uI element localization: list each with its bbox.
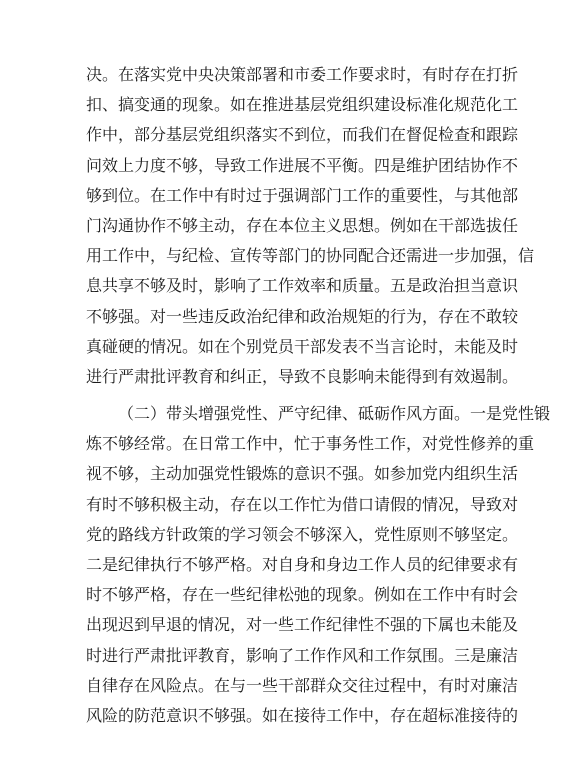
text-line: 问效上力度不够，导致工作进展不平衡。四是维护团结协作不	[86, 155, 519, 175]
text-line: 进行严肃批评教育和纠正，导致不良影响未能得到有效遏制。	[86, 366, 519, 386]
text-line: 扣、搞变通的现象。如在推进基层党组织建设标准化规范化工	[86, 95, 519, 115]
text-line: 自律存在风险点。在与一些干部群众交往过程中，有时对廉洁	[86, 675, 519, 695]
text-line: （二）带头增强党性、严守纪律、砥砺作风方面。一是党性锻	[118, 404, 551, 424]
text-line: 息共享不够及时，影响了工作效率和质量。五是政治担当意识	[86, 276, 519, 296]
document-body	[86, 60, 551, 731]
text-line: 出现迟到早退的情况，对一些工作纪律性不强的下属也未能及	[86, 615, 519, 635]
text-line: 作中，部分基层党组织落实不到位，而我们在督促检查和跟踪	[86, 125, 519, 145]
text-line: 够到位。在工作中有时过于强调部门工作的重要性，与其他部	[86, 185, 519, 205]
paragraph-gap	[86, 392, 506, 399]
paragraph-2	[86, 399, 551, 731]
text-line: 风险的防范意识不够强。如在接待工作中，存在超标准接待的	[86, 705, 519, 725]
text-line: 有时不够积极主动，存在以工作忙为借口请假的情况，导致对	[86, 494, 519, 514]
text-line: 视不够，主动加强党性锻炼的意识不强。如参加党内组织生活	[86, 464, 519, 484]
text-line: 时不够严格，存在一些纪律松弛的现象。例如在工作中有时会	[86, 585, 519, 605]
text-line: 时进行严肃批评教育，影响了工作作风和工作氛围。三是廉洁	[86, 645, 519, 665]
text-line: 决。在落实党中央决策部署和市委工作要求时，有时存在打折	[86, 65, 519, 84]
paragraph-1	[86, 60, 535, 392]
text-line: 党的路线方针政策的学习领会不够深入，党性原则不够坚定。	[86, 524, 519, 544]
text-line: 不够强。对一些违反政治纪律和政治规矩的行为，存在不敢较	[86, 306, 519, 326]
text-line: 二是纪律执行不够严格。对自身和身边工作人员的纪律要求有	[86, 555, 519, 574]
text-line: 门沟通协作不够主动，存在本位主义思想。例如在干部选拔任	[86, 215, 519, 235]
text-line: 真碰硬的情况。如在个别党员干部发表不当言论时，未能及时	[86, 336, 519, 356]
text-line: 炼不够经常。在日常工作中，忙于事务性工作，对党性修养的重	[86, 434, 535, 454]
text-line: 用工作中，与纪检、宣传等部门的协同配合还需进一步加强，信	[86, 246, 535, 266]
